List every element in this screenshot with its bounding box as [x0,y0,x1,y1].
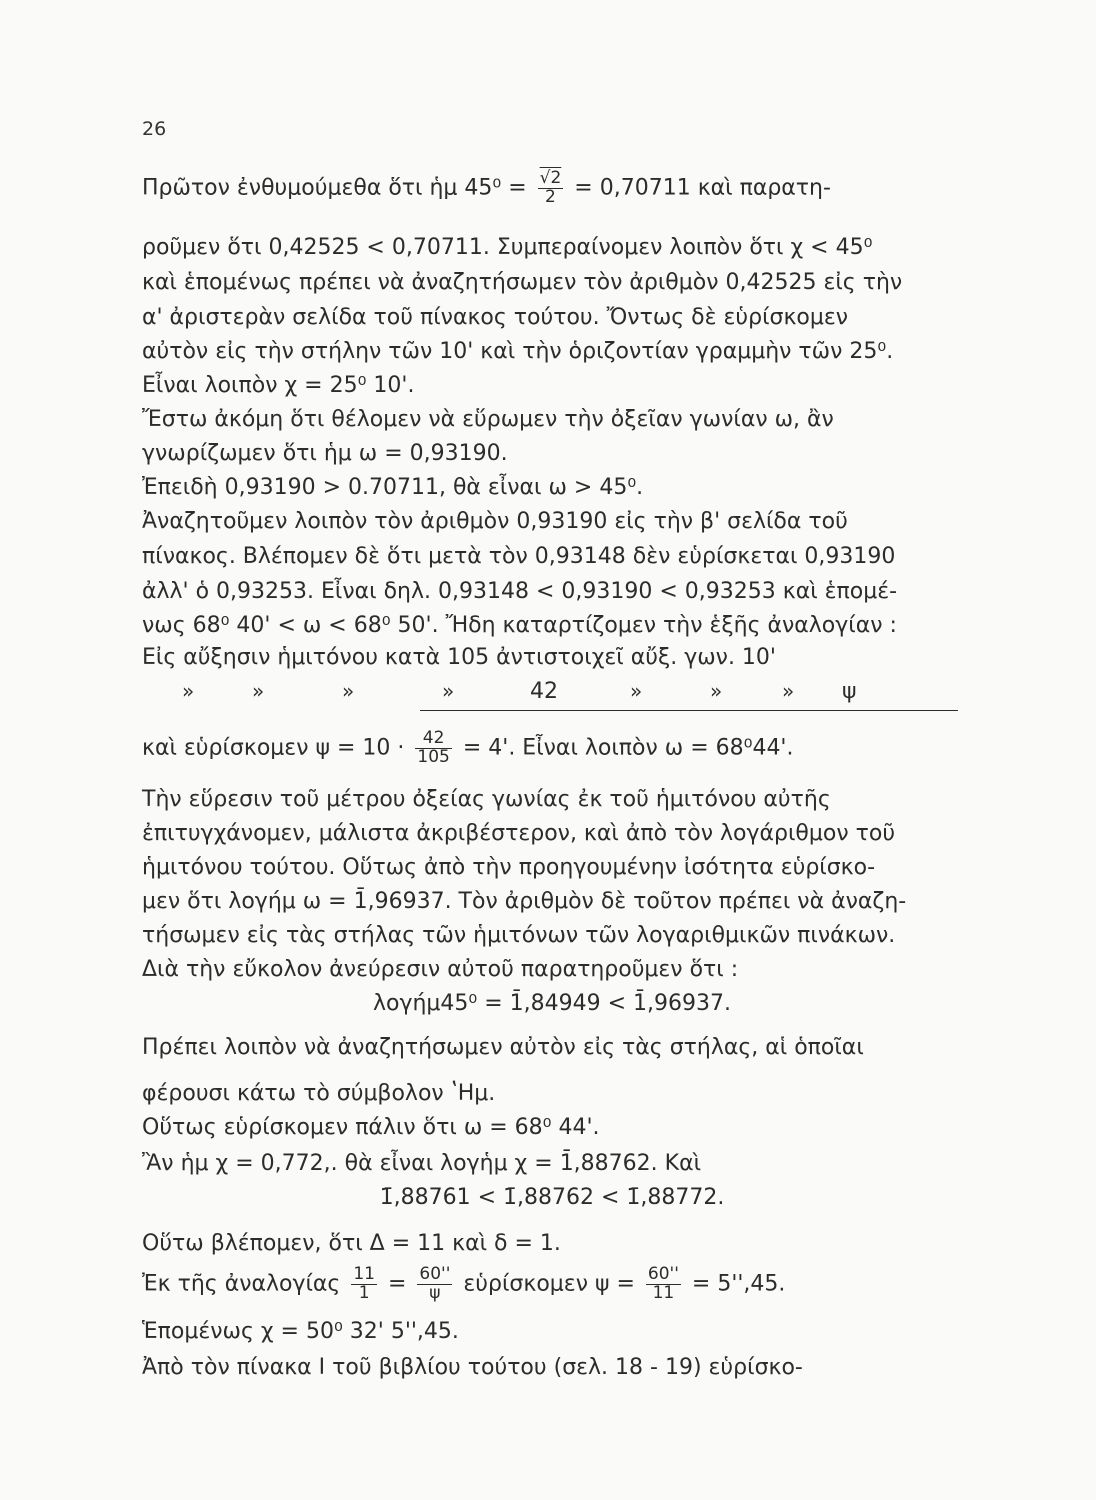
fraction-denominator: 1 [358,1282,370,1303]
ditto-mark: » [252,679,265,703]
text-line-16 [142,730,962,767]
fraction-numerator: 11 [353,1264,375,1284]
text-line-22: Διὰ τὴν εὔκολον ἀνεύρεσιν αὐτοῦ παρατηροῦμεν ὅτι : [142,957,739,982]
text-segment: καὶ εὑρίσκομεν ψ = 10 · [142,735,405,761]
text-line-2: ροῦμεν ὅτι 0,42525 < 0,70711. Συμπεραίνομεν λοιπὸν ὅτι χ < 45⁰ [142,235,873,260]
text-segment: Ἐκ τῆς ἀναλογίας [142,1271,341,1297]
text-segment: = 4'. Εἶναι λοιπὸν ω = 68⁰44'. [462,735,794,761]
text-line-4: α' ἀριστερὰν σελίδα τοῦ πίνακος τούτου. Ὄντως δὲ εὑρίσκομεν [142,305,849,330]
equals-sign: = [387,1271,407,1297]
text-line-30 [142,1266,962,1303]
text-line-26: Οὕτως εὑρίσκομεν πάλιν ὅτι ω = 68⁰ 44'. [142,1115,600,1140]
text-segment: = 0,70711 καὶ παρατη- [574,175,831,201]
text-segment: = 5'',45. [691,1271,786,1297]
ditto-mark: » [710,679,723,703]
text-segment: Πρῶτον ἐνθυμούμεθα ὅτι ἡμ 45⁰ = [142,175,527,201]
text-line-21: τήσωμεν εἰς τὰς στήλας τῶν ἡμιτόνων τῶν λογαριθμικῶν πινάκων. [142,923,896,948]
fraction-60-over-psi [417,1266,452,1303]
proportion-value: 42 [530,679,558,704]
text-line-24: Πρέπει λοιπὸν νὰ ἀναζητήσωμεν αὐτὸν εἰς τὰς στήλας, αἱ ὁποῖαι [142,1035,864,1060]
proportion-rule [420,710,958,711]
fraction-denominator: 105 [417,746,450,767]
fraction-numerator: √2 [539,168,562,188]
fraction-numerator: 60'' [647,1264,679,1284]
fraction-11-over-1 [351,1266,377,1303]
text-segment: εὑρίσκομεν ψ = [463,1271,635,1297]
text-line-3: καὶ ἑπομένως πρέπει νὰ ἀναζητήσωμεν τὸν ἀριθμὸν 0,42525 εἰς τὴν [142,270,903,295]
text-line-6: Εἶναι λοιπὸν χ = 25⁰ 10'. [142,373,415,398]
text-line-19: ἡμιτόνου τούτου. Οὕτως ἀπὸ τὴν προηγουμένην ἰσότητα εὑρίσκο- [142,855,876,880]
text-line-20: μεν ὅτι λογήμ ω = 1̄,96937. Τὸν ἀριθμὸν δὲ τοῦτον πρέπει νὰ ἀναζη- [142,889,907,914]
fraction-denominator: 2 [545,186,556,207]
text-line-1 [142,170,962,207]
text-line-10: Ἀναζητοῦμεν λοιπὸν τὸν ἀριθμὸν 0,93190 εἰς τὴν β' σελίδα τοῦ [142,509,848,534]
proportion-unknown: ψ [842,679,857,704]
text-line-31: Ἑπομένως χ = 50⁰ 32' 5'',45. [142,1319,459,1344]
text-line-17: Τὴν εὕρεσιν τοῦ μέτρου ὀξείας γωνίας ἐκ τοῦ ἡμιτόνου αὐτῆς [142,787,831,812]
text-line-11: πίνακος. Βλέπομεν δὲ ὅτι μετὰ τὸν 0,93148 δὲν εὑρίσκεται 0,93190 [142,544,896,569]
fraction-numerator: 42 [415,730,451,749]
text-line-5: αὐτὸν εἰς τὴν στήλην τῶν 10' καὶ τὴν ὁριζοντίαν γραμμὴν τῶν 25⁰. [142,339,894,364]
text-line-13: νως 68⁰ 40' < ω < 68⁰ 50'. Ἤδη καταρτίζομεν τὴν ἑξῆς ἀναλογίαν : [142,613,897,638]
text-line-14: Εἰς αὔξησιν ἡμιτόνου κατὰ 105 ἀντιστοιχεῖ αὔξ. γων. 10' [142,645,776,670]
text-line-29: Οὕτω βλέπομεν, ὅτι Δ = 11 καὶ δ = 1. [142,1231,561,1256]
text-line-27: Ἂν ἡμ χ = 0,772,. θὰ εἶναι λογἡμ χ = 1̄,88762. Καὶ [142,1151,702,1176]
text-line-8: γνωρίζωμεν ὅτι ἡμ ω = 0,93190. [142,441,508,466]
page-number: 26 [142,118,167,140]
fraction-denominator: ψ [429,1282,441,1303]
fraction-denominator: 11 [652,1282,675,1303]
text-line-12: ἀλλ' ὁ 0,93253. Εἶναι δηλ. 0,93148 < 0,93190 < 0,93253 καὶ ἑπομέ- [142,579,898,604]
text-line-32: Ἀπὸ τὸν πίνακα Ι τοῦ βιβλίου τούτου (σελ. 18 - 19) εὑρίσκο- [142,1355,803,1380]
fraction-numerator: 60'' [419,1264,451,1284]
text-line-18: ἐπιτυγχάνομεν, μάλιστα ἀκριβέστερον, καὶ ἀπὸ τὸν λογάριθμον τοῦ [142,821,896,846]
text-line-28: 1̄,88761 < 1̄,88762 < 1̄,88772. [379,1185,725,1210]
ditto-mark: » [342,679,355,703]
fraction-42-over-105 [415,730,451,767]
text-line-23: λογήμ45⁰ = 1̄,84949 < 1̄,96937. [372,991,732,1016]
fraction-sqrt2-over-2 [538,170,564,207]
ditto-mark: » [782,679,795,703]
text-line-9: Ἐπειδὴ 0,93190 > 0.70711, θὰ εἶναι ω > 45⁰. [142,475,644,500]
ditto-mark: » [630,679,643,703]
ditto-mark: » [442,679,455,703]
text-line-7: Ἔστω ἀκόμη ὅτι θέλομεν νὰ εὕρωμεν τὴν ὀξεῖαν γωνίαν ω, ἂν [142,407,834,432]
text-line-25: φέρουσι κάτω τὸ σύμβολον ʽΗμ. [142,1081,496,1106]
fraction-60-over-11 [646,1266,681,1303]
ditto-mark: » [182,679,195,703]
